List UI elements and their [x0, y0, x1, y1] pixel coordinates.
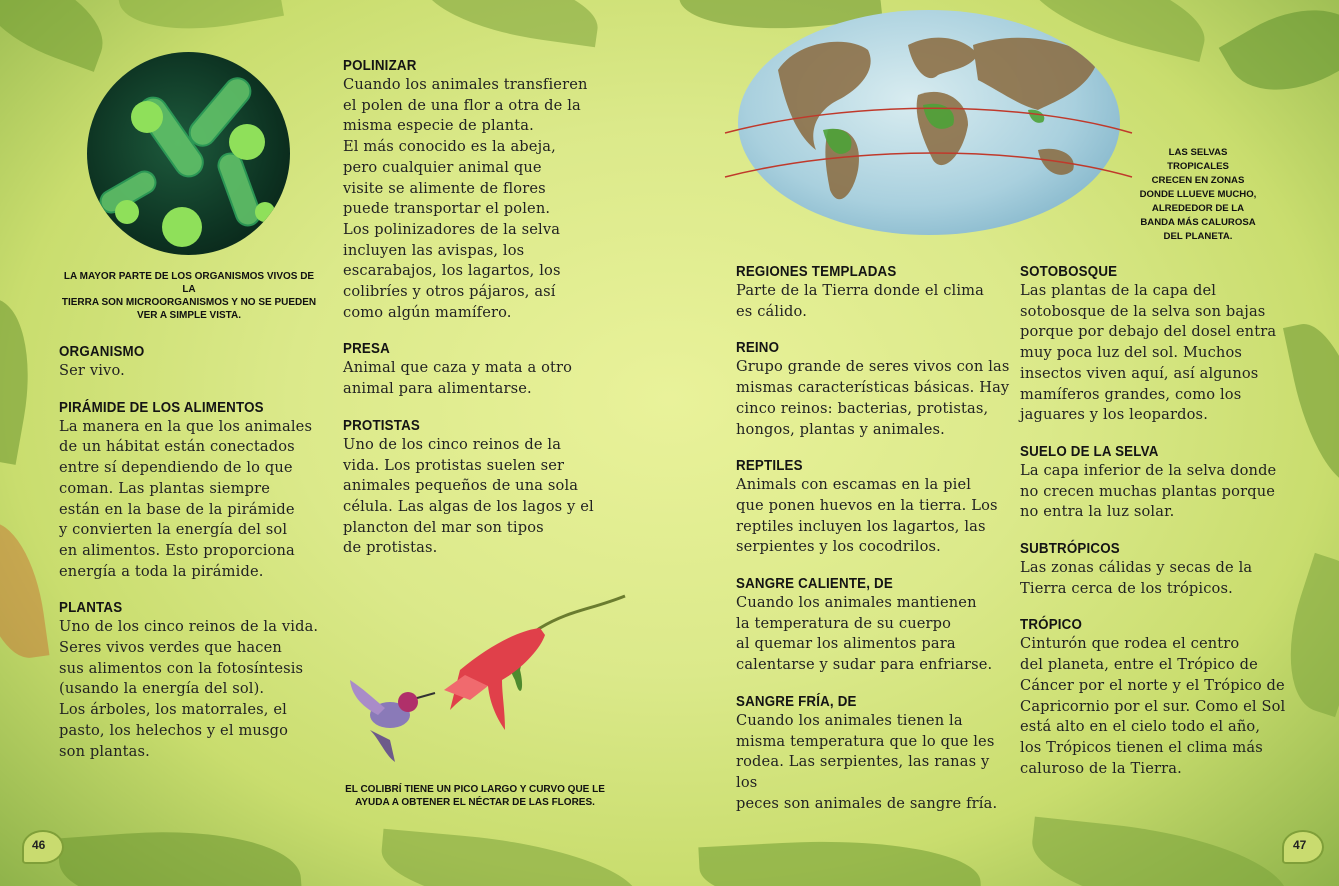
glossary-entry	[1020, 617, 1295, 779]
entry-term: SUBTRÓPICOS	[1020, 541, 1120, 558]
tropic-lines	[720, 95, 1140, 190]
entry-definition: Grupo grande de seres vivos con las mismas características básicas. Hay cinco reinos: bacterias, protistas, hongos, plantas y animales.	[736, 358, 1010, 438]
glossary-entry	[1020, 444, 1295, 523]
left-column	[59, 344, 329, 780]
hummingbird-caption: EL COLIBRÍ TIENE UN PICO LARGO Y CURVO QUE LE AYUDA A OBTENER EL NÉCTAR DE LAS FLORES.	[345, 784, 605, 808]
entry-term: ORGANISMO	[59, 344, 145, 360]
entry-term: SUELO DE LA SELVA	[1020, 443, 1159, 460]
page-number-left: 46	[32, 838, 46, 852]
glossary-entry	[343, 418, 603, 559]
left-column-2	[343, 58, 603, 577]
right-column-2	[1020, 264, 1295, 797]
glossary-entry	[343, 341, 603, 399]
entry-definition: Uno de los cinco reinos de la vida. Seres vivos verdes que hacen sus alimentos con la fotosíntesis (usando la energía del sol). Los árboles, los matorrales, el pasto, los helechos y el musgo son plantas.	[59, 618, 319, 760]
entry-definition: Animals con escamas en la piel que ponen huevos en la tierra. Los reptiles incluyen los lagartos, las serpientes y los cocodrilos.	[736, 476, 998, 556]
entry-definition: Las zonas cálidas y secas de la Tierra cerca de los trópicos.	[1020, 559, 1253, 597]
glossary-entry	[59, 400, 329, 583]
entry-term: PRESA	[343, 341, 390, 358]
glossary-entry	[736, 264, 1011, 322]
hummingbird-illustration	[340, 590, 630, 770]
entry-definition: Parte de la Tierra donde el clima es cálido.	[736, 282, 985, 320]
entry-definition: Ser vivo.	[59, 362, 125, 379]
entry-definition: Cinturón que rodea el centro del planeta, entre el Trópico de Cáncer por el norte y el Trópico de Capricornio por el sur. Como el Sol está alto en el cielo todo el año, los Trópicos tienen el clima más caluroso de la Tierra.	[1020, 635, 1286, 777]
glossary-entry	[736, 340, 1011, 440]
entry-definition: La capa inferior de la selva donde no crecen muchas plantas porque no entra la luz solar.	[1020, 461, 1277, 521]
entry-term: REGIONES TEMPLADAS	[736, 264, 897, 280]
microorganism-caption: LA MAYOR PARTE DE LOS ORGANISMOS VIVOS DE LA TIERRA SON MICROORGANISMOS Y NO SE PUEDEN VER A SIMPLE VISTA.	[61, 271, 317, 321]
microorganism-image	[87, 52, 290, 255]
page-number-right: 47	[1293, 838, 1307, 852]
entry-term: SANGRE CALIENTE, DE	[736, 576, 893, 593]
entry-term: TRÓPICO	[1020, 617, 1083, 634]
glossary-entry	[736, 576, 1011, 676]
glossary-entry	[1020, 264, 1295, 426]
entry-term: POLINIZAR	[343, 58, 417, 74]
entry-term: SANGRE FRÍA, DE	[736, 693, 857, 710]
entry-term: SOTOBOSQUE	[1020, 264, 1118, 280]
entry-definition: Cuando los animales mantienen la temperatura de su cuerpo al quemar los alimentos para calentarse y sudar para enfriarse.	[736, 594, 993, 674]
entry-definition: Cuando los animales transfieren el polen de una flor a otra de la misma especie de planta. El más conocido es la abeja, pero cualquier animal que visite se alimente de flores puede transportar el polen. Los polinizadores de la selva incluyen las avispas, los escarabajos, los lagartos, los colibríes y otros pájaros, así como algún mamífero.	[343, 76, 588, 321]
glossary-entry	[1020, 541, 1295, 599]
entry-term: REPTILES	[736, 458, 803, 475]
glossary-entry	[59, 344, 329, 382]
entry-definition: La manera en la que los animales de un hábitat están conectados entre sí dependiendo de lo que coman. Las plantas siempre están en la base de la pirámide y convierten la energía del sol en alimentos. Esto proporciona energía a toda la pirámide.	[59, 417, 313, 580]
entry-definition: Uno de los cinco reinos de la vida. Los protistas suelen ser animales pequeños de una sola célula. Las algas de los lagos y el plancton del mar son tipos de protistas.	[343, 435, 594, 557]
entry-definition: Animal que caza y mata a otro animal para alimentarse.	[343, 359, 573, 398]
entry-term: PIRÁMIDE DE LOS ALIMENTOS	[59, 399, 264, 416]
entry-definition: Cuando los animales tienen la misma temperatura que lo que les rodea. Las serpientes, las ranas y los peces son animales de sangre fría.	[736, 711, 998, 812]
globe-caption: LAS SELVAS TROPICALES CRECEN EN ZONAS DONDE LLUEVE MUCHO, ALREDEDOR DE LA BANDA MÁS CALUROSA DEL PLANETA.	[1139, 147, 1257, 242]
glossary-entry	[736, 458, 1011, 558]
glossary-entry	[736, 694, 1011, 815]
glossary-entry	[59, 600, 329, 762]
entry-term: PROTISTAS	[343, 417, 421, 434]
glossary-entry	[343, 58, 603, 323]
entry-term: REINO	[736, 340, 780, 357]
entry-definition: Las plantas de la capa del sotobosque de la selva son bajas porque por debajo del dosel entra muy poca luz del sol. Muchos insectos viven aquí, así algunos mamíferos grandes, como los jaguares y los leopardos.	[1020, 282, 1277, 424]
entry-term: PLANTAS	[59, 600, 123, 617]
right-column-1	[736, 264, 1011, 832]
